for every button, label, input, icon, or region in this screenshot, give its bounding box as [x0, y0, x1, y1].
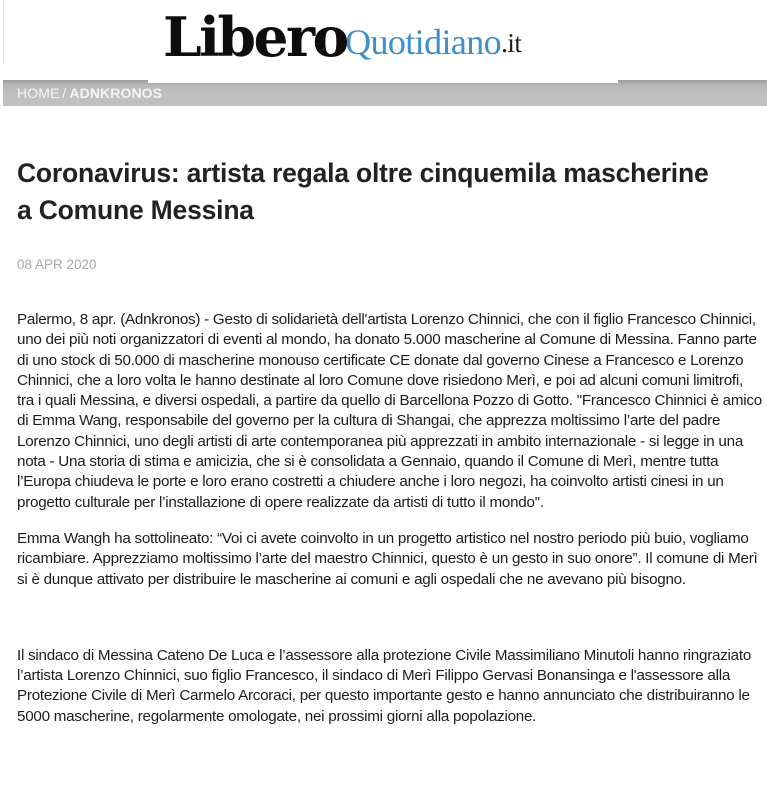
- breadcrumb-home-link[interactable]: HOME: [17, 85, 60, 101]
- breadcrumb-current-link[interactable]: ADNKRONOS: [69, 85, 163, 101]
- article-body: [17, 310, 762, 727]
- article-date: 08 APR 2020: [17, 257, 97, 272]
- logo-quotidiano-text: Quotidiano: [345, 22, 502, 62]
- logo-libero-text: Libero: [163, 5, 347, 69]
- breadcrumb-separator: /: [62, 85, 67, 101]
- logo-domain-text: .it: [501, 28, 522, 58]
- article-paragraph: Emma Wangh ha sottolineato: “Voi ci avete coinvolto in un progetto artistico nel nostro periodo più buio, vogliamo ricambiare. Apprezziamo moltissimo l’arte del maestro Chinnici, questo è un gesto in suo onore”. Il comune di Merì si è dunque attivato per distribuire le mascherine ai comuni e agli ospedali che ne avevano più bisogno.: [17, 529, 758, 588]
- article-title: Coronavirus: artista regala oltre cinquemila mascherine a Comune Messina: [17, 158, 709, 225]
- breadcrumb: [17, 84, 162, 102]
- article-paragraph: Palermo, 8 apr. (Adnkronos) - Gesto di solidarietà dell'artista Lorenzo Chinnici, che con il figlio Francesco Chinnici, uno dei più noti organizzatori di eventi al mondo, ha donato 5.000 mascherine al Comune di Messina. Fanno parte di uno stock di 50.000 di mascherine monouso certificate CE donate dal governo Cinese a Francesco e Lorenzo Chinnici, che a loro volta le hanno destinate al loro Comune dove risiedono Merì, e poi ad alcuni comuni limitrofi, tra i quali Messina, e diversi ospedali, a partire da quello di Barcellona Pozzo di Gotto. "Francesco Chinnici è amico di Emma Wang, responsabile del governo per la cultura di Shangai, che apprezza moltissimo l’arte del padre Lorenzo Chinnici, uno degli artisti di arte contemporanea più apprezzati in ambito internazionale - si legge in una nota - Una storia di stima e amicizia, che si è consolidata a Gennaio, quando il Comune di Merì, mentre tutta l’Europa chiudeva le porte e loro erano costretti a chiudere anche i loro negozi, ha coinvolto artisti cinesi in un progetto culturale per l’installazione di opere realizzate da artisti di tutto il mondo".: [17, 311, 762, 511]
- site-logo[interactable]: [163, 0, 522, 69]
- article-paragraph: Il sindaco di Messina Cateno De Luca e l’assessore alla protezione Civile Massimiliano Minutoli hanno ringraziato l’artista Lorenzo Chinnici, suo figlio Francesco, il sindaco di Merì Filippo Gervasi Bonansinga e l'assessore alla Protezione Civile di Merì Carmelo Arcoraci, per questo importante gesto e hanno annunciato che distribuiranno le 5000 mascherine, regolarmente omologate, nei prossimi giorni alla popolazione.: [17, 646, 752, 725]
- left-edge-divider: [3, 0, 4, 64]
